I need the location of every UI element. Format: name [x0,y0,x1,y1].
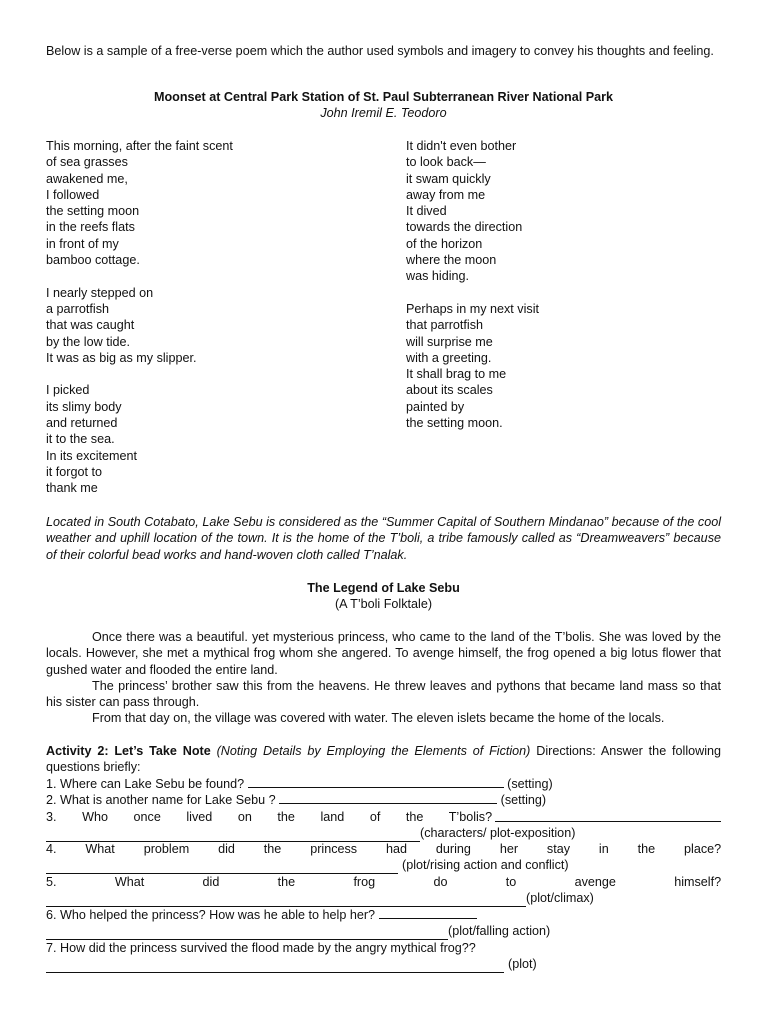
poem-line: It shall brag to me [406,367,507,382]
question-text: 4. What problem did the princess had during her stay in the place? [46,842,722,856]
poem-line: a parrotfish [46,301,109,316]
activity-directions: Directions: Answer the following questions briefly: [46,744,722,775]
poem-line: I followed [46,187,100,202]
poem-line: the setting moon. [406,416,503,431]
poem-line: it swam quickly [406,171,491,186]
activity-label: Activity 2: Let’s Take Note [46,744,211,758]
legend-paragraph: The princess’ brother saw this from the heavens. He threw leaves and pythons that became land mass so that his sister can pass through. [46,678,721,710]
poem-line: away from me [406,187,486,202]
question-1 [46,776,721,792]
poem-line: was hiding. [406,269,470,284]
poem-right-column [406,138,726,448]
poem-stanza [46,138,376,268]
poem-line: This morning, after the faint scent [46,139,233,153]
poem-stanza [46,382,376,496]
activity-header [46,743,721,776]
question-text: 7. How did the princess survived the flood made by the angry mythical frog?? [46,941,476,955]
question-5 [46,874,721,907]
question-tag: (setting) [500,793,547,807]
question-tag: (plot) [508,957,537,972]
question-7 [46,940,721,973]
poem-line: that parrotfish [406,318,484,333]
question-tag: (plot/climax) [526,891,594,906]
poem-stanza [46,285,376,366]
poem-line: it forgot to [46,464,103,479]
answer-blank[interactable] [495,810,721,822]
question-4 [46,841,721,874]
poem-line: It didn't even bother [406,139,517,153]
answer-blank[interactable] [46,961,504,973]
answer-blank[interactable] [279,792,497,804]
poem-line: awakened me, [46,171,128,186]
poem-left-column [46,138,376,513]
answer-blank[interactable] [46,895,526,907]
legend-body [46,629,721,727]
question-text: 6. Who helped the princess? How was he able to help her? [46,908,376,922]
intro-paragraph: Below is a sample of a free-verse poem which the author used symbols and imagery to convey his thoughts and feeling. [46,44,714,58]
poem-line: will surprise me [406,334,493,349]
question-text: 5. What did the frog do to avenge himself? [46,875,722,889]
question-tag: (characters/ plot-exposition) [420,826,576,841]
question-tag: (plot/falling action) [448,924,551,939]
poem-line: of the horizon [406,236,483,251]
poem-line: I nearly stepped on [46,285,154,300]
poem-line: painted by [406,399,465,414]
poem-line: about its scales [406,383,493,398]
poem-line: in the reefs flats [46,220,135,235]
answer-blank[interactable] [248,776,504,788]
question-6 [46,907,721,940]
legend-title: The Legend of Lake Sebu [307,581,460,595]
poem-line: It was as big as my slipper. [46,350,197,365]
poem-line: and returned [46,416,118,431]
poem-title: Moonset at Central Park Station of St. Paul Subterranean River National Park [153,90,614,104]
poem-line: that was caught [46,318,135,333]
question-tag: (plot/rising action and conflict) [402,858,569,873]
question-text: 2. What is another name for Lake Sebu ? [46,793,276,807]
question-text: 3. Who once lived on the land of the T’bolis? [46,810,493,824]
poem-line: its slimy body [46,399,122,414]
poem-line: the setting moon [46,204,140,219]
lake-sebu-note: Located in South Cotabato, Lake Sebu is considered as the “Summer Capital of Southern Mindanao” because of the cool weather and uphill location of the town. It is the home of the T’boli, a tribe famously called as “Dreamweavers” because of their colorful bead works and hand-woven cloth called T’nalak. [46,515,721,562]
poem-line: with a greeting. [406,350,492,365]
activity-subtitle: (Noting Details by Employing the Elements of Fiction) [216,744,531,758]
poem-line: Perhaps in my next visit [406,301,539,316]
poem-line: in front of my [46,236,119,251]
answer-blank[interactable] [46,928,448,940]
poem-line: to look back— [406,155,486,170]
poem-line: it to the sea. [46,432,115,447]
question-3 [46,809,721,842]
question-2 [46,792,721,808]
poem-line: I picked [46,383,90,398]
poem-line: thank me [46,481,98,496]
poem-line: of sea grasses [46,155,128,170]
poem-stanza [406,138,726,285]
poem-line: by the low tide. [46,334,131,349]
poem-stanza [406,301,726,431]
legend-paragraph: From that day on, the village was covered with water. The eleven islets became the home of the locals. [92,711,665,726]
poem-line: In its excitement [46,448,137,463]
legend-paragraph: Once there was a beautiful. yet mysterious princess, who came to the land of the T’bolis. She was loved by the locals. However, she met a mythical frog whom she angered. To avenge himself, the frog opened a big lotus flower that gushed water and flooded the entire land. [46,630,721,677]
question-text: 1. Where can Lake Sebu be found? [46,777,245,791]
poem-line: bamboo cottage. [46,253,140,268]
answer-blank[interactable] [46,862,398,874]
legend-subtitle: (A T’boli Folktale) [334,597,433,611]
poem-author: John Iremil E. Teodoro [320,106,447,120]
poem-line: It dived [406,204,447,219]
poem-line: towards the direction [406,220,523,235]
poem-line: where the moon [406,253,497,268]
question-tag: (setting) [507,777,553,791]
answer-blank[interactable] [379,907,477,919]
answer-blank[interactable] [46,830,420,842]
